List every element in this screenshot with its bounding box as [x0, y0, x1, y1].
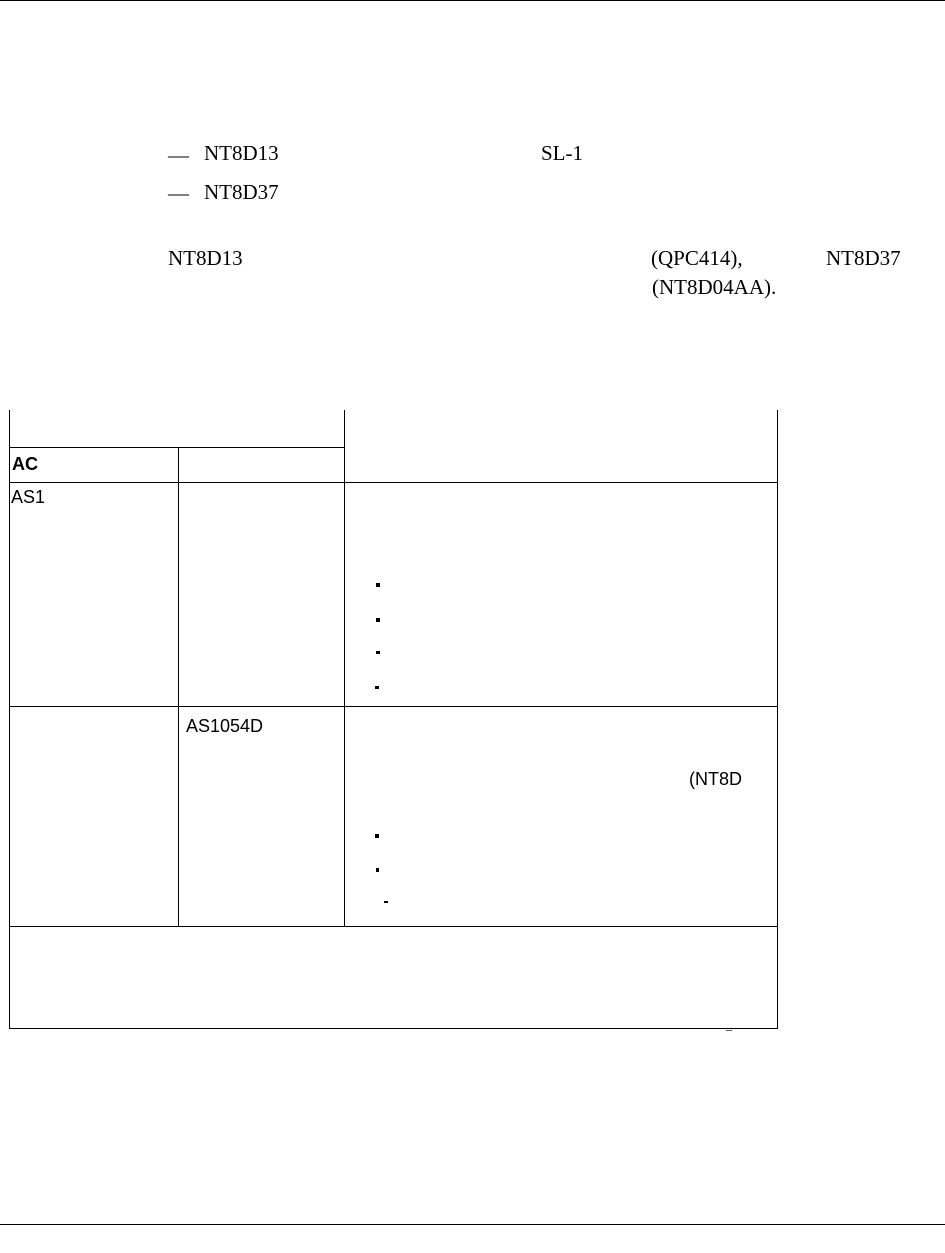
- paragraph-ref-nt8d04aa: (NT8D04AA).: [652, 275, 777, 299]
- table-row2-bullet: [375, 834, 379, 838]
- table-rule-1: [9, 482, 778, 483]
- table-divider-col2: [344, 410, 345, 926]
- table-row2-bullet: [384, 901, 388, 903]
- table-border-right: [777, 410, 778, 1029]
- list-suffix-1: SL-1: [541, 141, 583, 165]
- table-rule-3: [9, 926, 778, 927]
- table-header-rule: [9, 447, 344, 448]
- table-rule-2: [9, 706, 778, 707]
- list-code-1: NT8D13: [204, 141, 279, 165]
- table-row2-col2: AS1054D: [186, 716, 264, 736]
- table-border-bottom: [9, 1028, 778, 1029]
- list-dash-1: —: [168, 143, 189, 167]
- table-header-col1: AC: [12, 454, 38, 474]
- table-divider-col1: [178, 447, 179, 926]
- table-row1-bullet: [376, 651, 380, 654]
- paragraph-ref-qpc414: (QPC414),: [651, 246, 743, 270]
- bottom-rule: [0, 1224, 945, 1225]
- list-dash-2: —: [168, 181, 189, 205]
- table-row1-bullet: [375, 686, 379, 689]
- table-row2-bullet: [376, 868, 379, 872]
- table-row1-bullet: [376, 618, 380, 622]
- table-row2-col3-partial: (NT8D: [689, 769, 742, 789]
- list-code-2: NT8D37: [204, 180, 279, 204]
- table-row1-bullet: [376, 583, 380, 587]
- top-rule: [0, 0, 945, 1]
- table-border-left: [9, 410, 10, 1029]
- table-row1-col1: AS1: [11, 487, 46, 507]
- paragraph-ref-nt8d13: NT8D13: [168, 246, 243, 270]
- paragraph-ref-nt8d37: NT8D37: [826, 246, 901, 270]
- table-corner-mark: —: [726, 1028, 732, 1034]
